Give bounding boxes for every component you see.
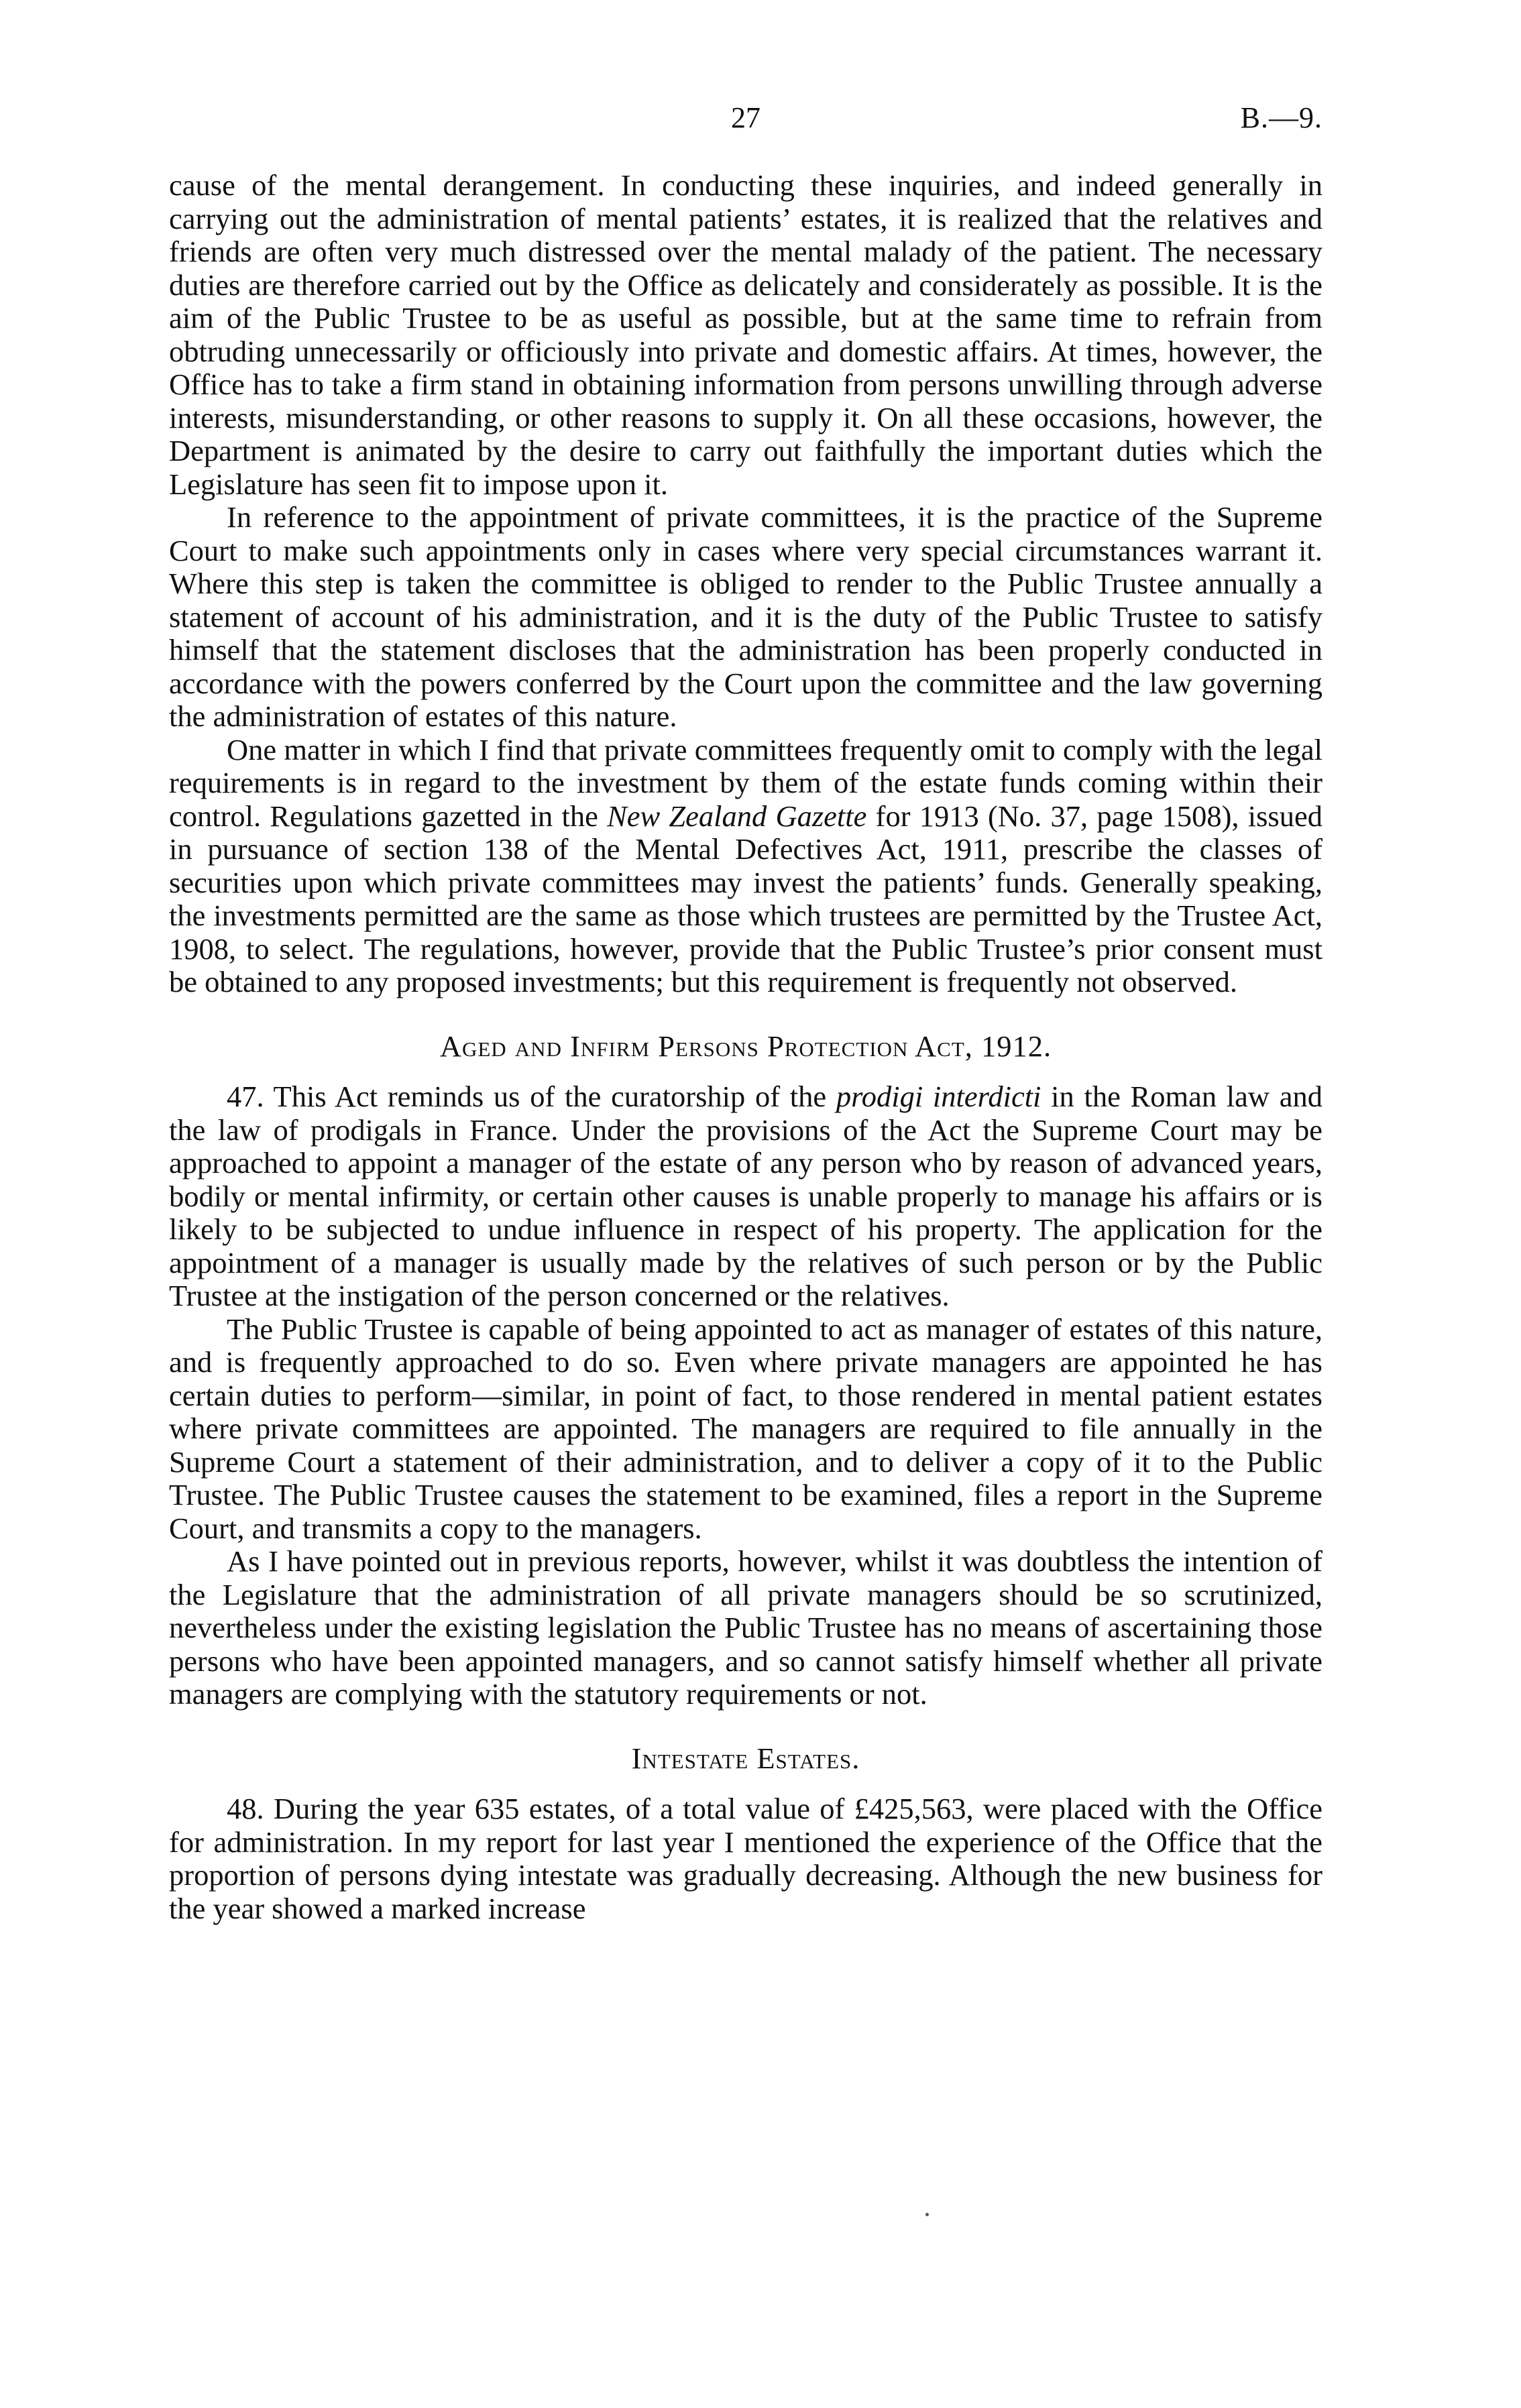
print-speck: [925, 2213, 929, 2216]
paragraph-mental-derangement: cause of the mental derangement. In conducting these inquiries, and indeed generally in carrying out the administration of mental patients’ estates, it is realized that the relatives and friends are often very much distressed over the mental malady of the patient. The necessary duties are therefore carried out by the Office as delicately and considerately as possible. It is the aim of the Public Trustee to be as useful as possible, but at the same time to refrain from obtruding unnecessarily or officiously into private and domestic affairs. At times, however, the Office has to take a firm stand in obtaining information from persons unwilling through adverse interests, misunderstanding, or other reasons to supply it. On all these occasions, however, the Department is animated by the desire to carry out faithfully the important duties which the Legislature has seen fit to impose upon it.: [169, 168, 1322, 501]
page-header: [169, 101, 1322, 141]
paragraph-48: 48. During the year 635 estates, of a total value of £425,563, were placed with the Office for administration. In my report for last year I mentioned the experience of the Office that the proportion of persons dying intestate was gradually decreasing. Although the new business for the year showed a marked increase: [169, 1792, 1322, 1925]
section-heading-aged-infirm: Aged and Infirm Persons Protection Act, 1912.: [439, 1029, 1052, 1063]
paragraph-47-part1: 47. This Act reminds us of the curatorship of the: [227, 1080, 836, 1113]
paragraph-public-trustee-manager: The Public Trustee is capable of being appointed to act as manager of estates of this nature, and is frequently approached to do so. Even where private managers are appointed he has certain duties to perform—similar, in point of fact, to those rendered in mental patient estates where private committees are appointed. The managers are required to file annually in the Supreme Court a statement of their administration, and to deliver a copy of it to the Public Trustee. The Public Trustee causes the statement to be examined, files a report in the Supreme Court, and transmits a copy to the managers.: [169, 1312, 1322, 1545]
section-heading-intestate-estates: Intestate Estates.: [631, 1741, 860, 1775]
paragraph-previous-reports: As I have pointed out in previous reports, however, whilst it was doubtless the intention of the Legislature that the administration of all private managers should be so scrutinized, nevertheless under the existing legislation the Public Trustee has no means of ascertaining those persons who have been appointed managers, and so cannot satisfy himself whether all private managers are complying with the statutory requirements or not.: [169, 1544, 1322, 1711]
paragraph-investments: [169, 734, 1322, 999]
gazette-title: New Zealand Gazette: [607, 799, 867, 833]
paragraph-investments-part2: for 1913 (No. 37, page 1508), issued in pursuance of section 138 of the Mental Defectives Act, 1911, prescribe the classes of securities upon which private committees may invest the patients’ funds. Generally speaking, the investments permitted are the same as those which trustees are permitted by the Trustee Act, 1908, to select. The regulations, however, provide that the Public Trustee’s prior consent must be obtained to any proposed investments; but this requirement is frequently not observed.: [169, 799, 1322, 998]
paragraph-47-part2: in the Roman law and the law of prodigals in France. Under the provisions of the Act the Supreme Court may be approached to appoint a manager of the estate of any person who by reason of advanced years, bodily or mental infirmity, or certain other causes is unable properly to manage his affairs or is likely to be subjected to undue influence in respect of his property. The application for the appointment of a manager is usually made by the relatives of such person or by the Public Trustee at the instigation of the person concerned or the relatives.: [169, 1080, 1322, 1312]
prodigi-interdicti-term: prodigi interdicti: [836, 1080, 1041, 1113]
paragraph-investments-part1: One matter in which I find that private committees frequently omit to comply with the legal requirements is in regard to the investment by them of the estate funds coming within their control. Regulations gazetted in the: [169, 732, 1322, 833]
paragraph-private-committees: In reference to the appointment of private committees, it is the practice of the Supreme Court to make such appointments only in cases where very special circumstances warrant it. Where this step is taken the committee is obliged to render to the Public Trustee annually a statement of account of his administration, and it is the duty of the Public Trustee to satisfy himself that the statement discloses that the administration has been properly conducted in accordance with the powers conferred by the Court upon the committee and the law governing the administration of estates of this nature.: [169, 500, 1322, 733]
page-number: 27: [731, 101, 760, 134]
body-text: [169, 169, 1322, 1925]
document-code: B.—9.: [1240, 101, 1322, 134]
paragraph-47: [169, 1080, 1322, 1313]
